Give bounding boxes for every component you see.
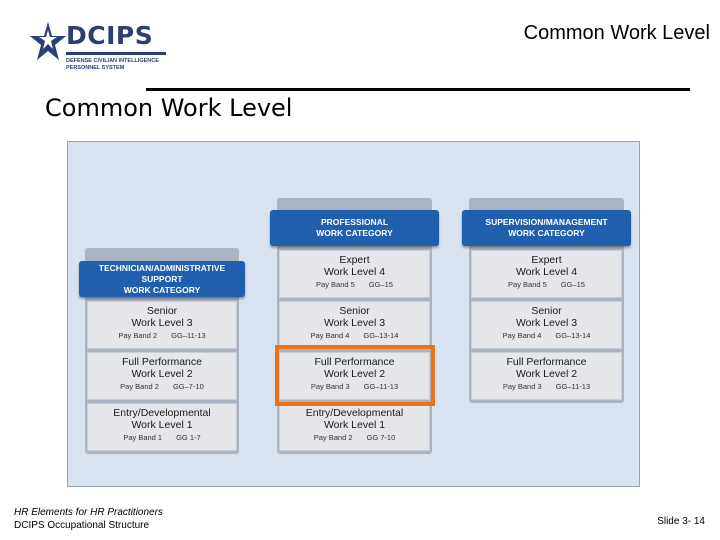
heading-supervision-management xyxy=(462,210,631,246)
level-pay xyxy=(280,331,429,340)
level-name: Full Performance xyxy=(314,356,395,368)
common-level-highlight xyxy=(275,345,435,406)
heading-line2: WORK CATEGORY xyxy=(316,228,393,238)
footer-course: HR Elements for HR Practitioners xyxy=(14,507,163,518)
level-work: Work Level 2 xyxy=(323,368,386,380)
gg-grade: GG–11-13 xyxy=(171,331,206,340)
level-tech-full xyxy=(87,352,237,400)
gg-grade: GG–7-10 xyxy=(172,382,204,391)
logo-subtitle: DEFENSE CIVILIAN INTELLIGENCE PERSONNEL SYSTEM xyxy=(66,58,159,71)
level-work: Work Level 3 xyxy=(131,317,193,329)
pay-band: Pay Band 1 xyxy=(123,433,163,442)
level-pay xyxy=(472,280,621,289)
level-sup-senior xyxy=(471,301,622,349)
level-work: Work Level 3 xyxy=(323,317,386,329)
level-tech-entry xyxy=(87,403,237,451)
gg-grade: GG–15 xyxy=(368,280,393,289)
level-name: Entry/Developmental xyxy=(305,407,404,419)
header-divider xyxy=(146,88,690,91)
logo-underline xyxy=(66,52,166,55)
level-name: Senior xyxy=(146,305,178,317)
level-prof-senior xyxy=(279,301,430,349)
pay-band: Pay Band 2 xyxy=(313,433,353,442)
star-icon xyxy=(28,18,68,68)
level-name: Entry/Developmental xyxy=(113,407,211,419)
level-name: Senior xyxy=(339,305,370,317)
gg-grade: GG–15 xyxy=(560,280,585,289)
level-name: Expert xyxy=(531,254,562,266)
work-level-diagram xyxy=(67,141,640,487)
heading-line2: WORK CATEGORY xyxy=(508,228,585,238)
level-pay xyxy=(280,280,429,289)
gg-grade: GG–11-13 xyxy=(555,382,591,391)
level-pay xyxy=(88,331,236,340)
level-prof-entry xyxy=(279,403,430,451)
pay-band: Pay Band 3 xyxy=(502,382,542,391)
footer-module: DCIPS Occupational Structure xyxy=(14,519,150,531)
level-pay xyxy=(472,382,621,391)
level-prof-expert xyxy=(279,250,430,298)
level-work: Work Level 1 xyxy=(323,419,386,431)
pay-band: Pay Band 2 xyxy=(120,382,159,391)
heading-line2: WORK CATEGORY xyxy=(123,284,201,295)
level-name: Expert xyxy=(339,254,370,266)
level-work: Work Level 3 xyxy=(515,317,578,329)
logo-text: DCIPS xyxy=(66,21,154,50)
pay-band: Pay Band 3 xyxy=(310,382,350,391)
level-pay xyxy=(280,433,429,442)
level-work: Work Level 2 xyxy=(131,368,193,380)
level-work: Work Level 4 xyxy=(515,266,578,278)
level-name: Full Performance xyxy=(506,356,587,368)
heading-line1: TECHNICIAN/ADMINISTRATIVE SUPPORT xyxy=(98,262,226,284)
pay-band: Pay Band 5 xyxy=(316,280,355,289)
gg-grade: GG 1-7 xyxy=(176,433,201,442)
heading-line1: SUPERVISION/MANAGEMENT xyxy=(485,217,608,227)
pay-band: Pay Band 4 xyxy=(502,331,542,340)
page-title: Common Work Level xyxy=(45,94,293,122)
gg-grade: GG 7-10 xyxy=(366,433,396,442)
pay-band: Pay Band 5 xyxy=(508,280,547,289)
pay-band: Pay Band 4 xyxy=(310,331,350,340)
level-pay xyxy=(88,382,236,391)
dcips-logo xyxy=(28,18,178,80)
level-name: Senior xyxy=(531,305,562,317)
gg-grade: GG–11-13 xyxy=(363,382,399,391)
pay-band: Pay Band 2 xyxy=(118,331,158,340)
heading-professional xyxy=(270,210,439,246)
heading-technician-admin xyxy=(79,261,245,297)
level-work: Work Level 2 xyxy=(515,368,578,380)
level-work: Work Level 1 xyxy=(131,419,193,431)
level-work: Work Level 4 xyxy=(323,266,386,278)
slide-number: Slide 3- 14 xyxy=(657,516,705,527)
heading-line1: PROFESSIONAL xyxy=(320,217,389,227)
gg-grade: GG–13-14 xyxy=(363,331,399,340)
level-pay xyxy=(88,433,236,442)
gg-grade: GG–13-14 xyxy=(555,331,591,340)
footer-left xyxy=(14,507,163,532)
level-sup-full xyxy=(471,352,622,400)
level-sup-expert xyxy=(471,250,622,298)
level-tech-senior xyxy=(87,301,237,349)
header-title: Common Work Level xyxy=(523,22,710,44)
level-name: Full Performance xyxy=(122,356,202,368)
level-pay xyxy=(472,331,621,340)
